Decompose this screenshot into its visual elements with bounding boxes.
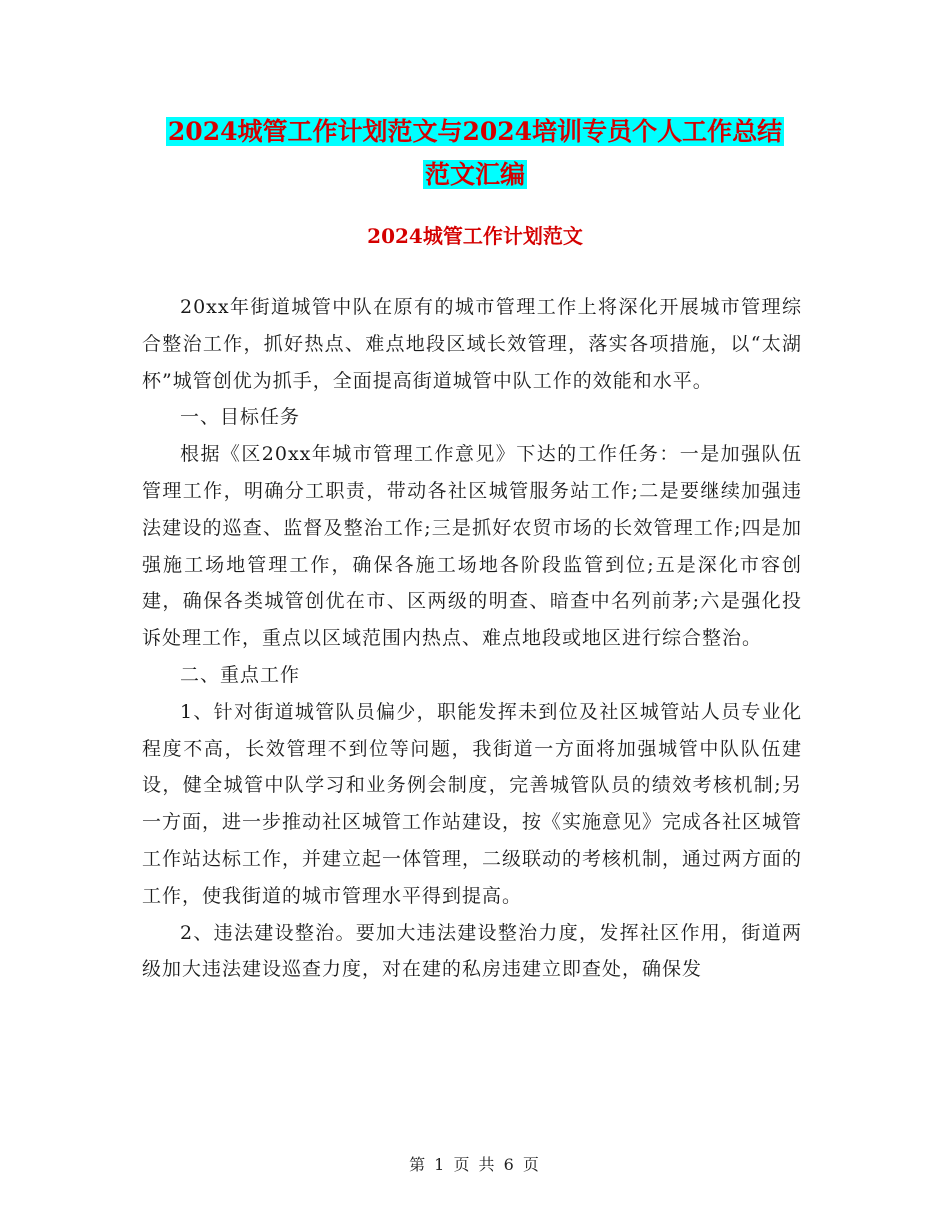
title-highlight-2: 范文汇编 xyxy=(424,160,525,189)
document-title-line-2 xyxy=(0,153,950,197)
page-footer: 第 1 页 共 6 页 xyxy=(409,1155,541,1174)
paragraph-key-work-2: 2、违法建设整治。要加大违法建设整治力度，发挥社区作用，街道两级加大违法建设巡查力度，对在建的私房违建立即查处，确保发 xyxy=(142,921,802,981)
paragraph-key-work-1: 1、针对街道城管队员偏少，职能发挥未到位及社区城管站人员专业化程度不高，长效管理不到位等问题，我街道一方面将加强城管中队队伍建设，健全城管中队学习和业务例会制度，完善城管队员的绩效考核机制;另一方面，进一步推动社区城管工作站建设，按《实施意见》完成各社区城管工作站达标工作，并建立起一体管理，二级联动的考核机制，通过两方面的工作，使我街道的城市管理水平得到提高。 xyxy=(142,700,803,907)
paragraph-targets: 根据《区20xx年城市管理工作意见》下达的工作任务：一是加强队伍管理工作，明确分工职责，带动各社区城管服务站工作;二是要继续加强违法建设的巡查、监督及整治工作;三是抓好农贸市场的长效管理工作;四是加强施工场地管理工作，确保各施工场地各阶段监管到位;五是深化市容创建，确保各类城管创优在市、区两级的明查、暗查中名列前茅;六是强化投诉处理工作，重点以区域范围内热点、难点地段或地区进行综合整治。 xyxy=(142,443,802,650)
document-title-line-1 xyxy=(0,110,950,154)
heading-targets: 一、目标任务 xyxy=(180,406,301,429)
section-title: 2024城管工作计划范文 xyxy=(367,224,583,248)
heading-key-work: 二、重点工作 xyxy=(180,663,301,686)
title-highlight-1: 2024城管工作计划范文与2024培训专员个人工作总结 xyxy=(167,117,783,146)
document-body xyxy=(142,289,802,988)
paragraph-intro: 20xx年街道城管中队在原有的城市管理工作上将深化开展城市管理综合整治工作，抓好热点、难点地段区域长效管理，落实各项措施，以“太湖杯”城管创优为抓手，全面提高街道城管中队工作的效能和水平。 xyxy=(142,296,802,392)
